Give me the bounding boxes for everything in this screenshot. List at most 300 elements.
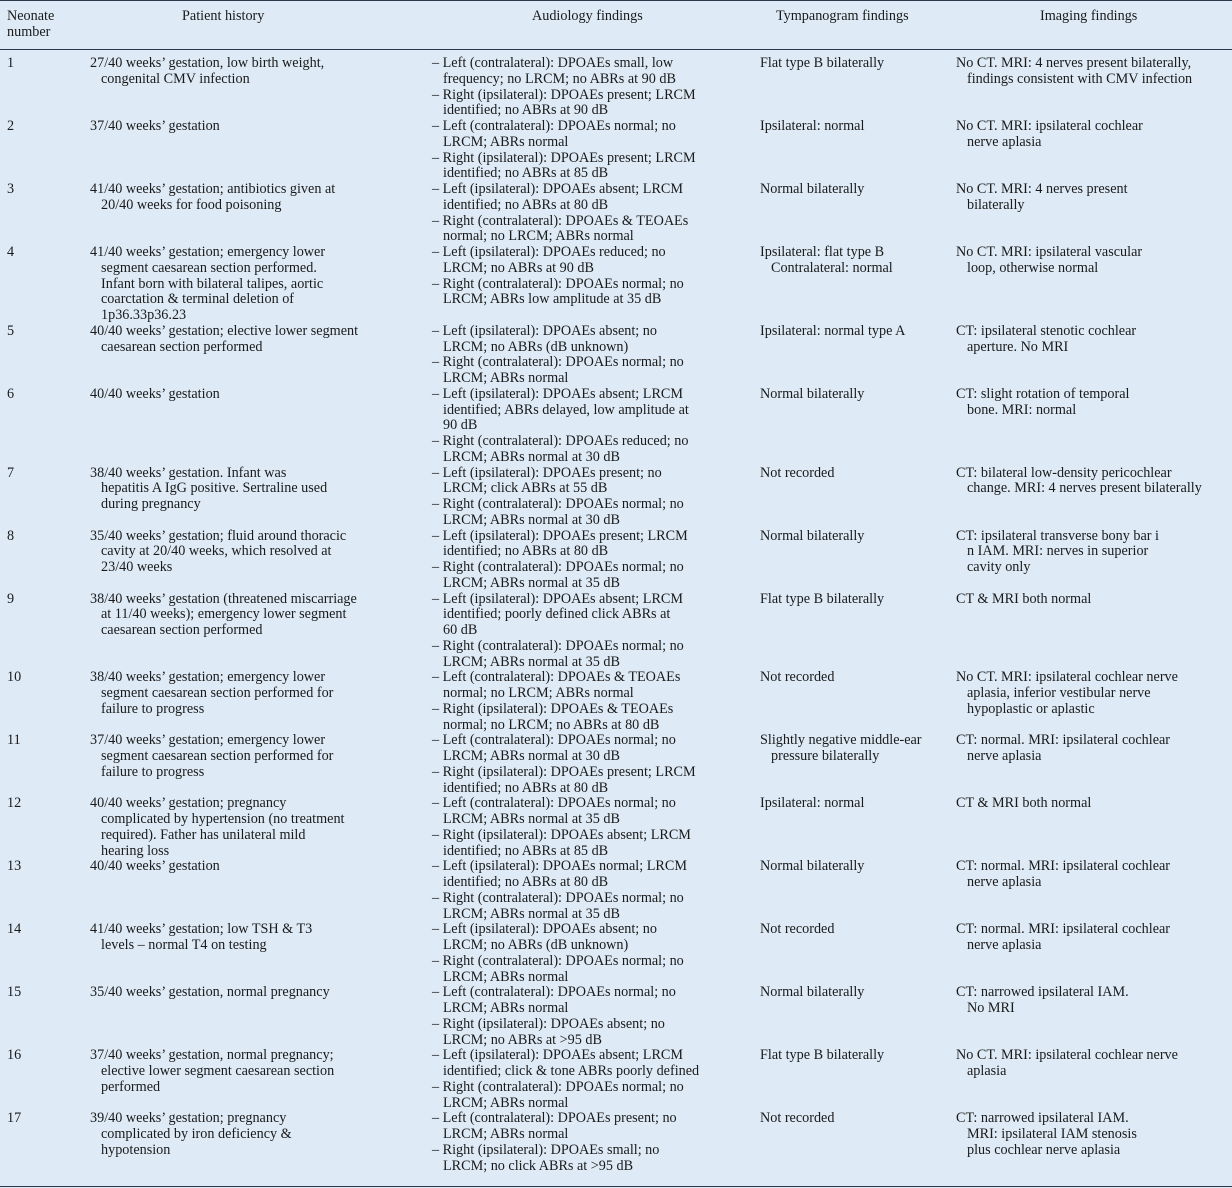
patient-history-cell [90,592,432,671]
neonate-number: 12 [7,795,22,812]
tympanogram-cell [760,592,956,671]
audiology-right-ear [432,277,760,309]
neonate-number-cell [0,733,90,796]
header-text: Patient history [182,8,265,24]
en-dash-bullet: – [432,763,443,780]
audiology-line: LRCM; no click ABRs at >95 dB [443,1157,634,1174]
audiology-line: identified; no ABRs at 80 dB [443,543,609,560]
neonate-number: 6 [7,385,15,402]
audiology-left-ear [432,859,760,891]
imaging-line: CT: bilateral low-density pericochlear [956,464,1172,481]
audiology-line: identified; no ABRs at 85 dB [443,165,609,182]
patient-history-cell [90,529,432,592]
en-dash-bullet: – [432,559,443,575]
audiology-right-ear [432,214,760,246]
audiology-cell [432,1111,760,1174]
tympanogram-line: Ipsilateral: normal [760,795,865,812]
history-line: 35/40 weeks’ gestation, normal pregnancy [90,984,330,1001]
en-dash-bullet: – [432,354,443,371]
header-audiology-findings [532,9,643,25]
tympanogram-cell [760,182,956,245]
audiology-line: LRCM; no ABRs (dB unknown) [443,937,629,953]
neonate-number: 7 [7,464,15,481]
tympanogram-line: Ipsilateral: normal type A [760,322,906,339]
audiology-line: Left (ipsilateral): DPOAEs absent; LRCM [442,590,683,607]
table-row [0,985,1232,1048]
tympanogram-line: Slightly negative middle-ear [760,732,922,749]
imaging-line: hypoplastic or aplastic [967,700,1095,717]
audiology-line: Left (ipsilateral): DPOAEs absent; no [442,921,657,938]
history-line: 27/40 weeks’ gestation, low birth weight, [90,55,325,71]
history-line: 37/40 weeks’ gestation; emergency lower [90,732,326,749]
tympanogram-line: Flat type B bilaterally [760,55,885,71]
table-row [0,387,1232,466]
neonate-number: 11 [7,732,21,749]
audiology-cell [432,796,760,859]
en-dash-bullet: – [432,984,443,1001]
history-line: 37/40 weeks’ gestation [90,118,220,134]
table-row [0,670,1232,733]
imaging-line: nerve aplasia [967,937,1042,953]
audiology-left-ear [432,529,760,561]
audiology-line: LRCM; no ABRs (dB unknown) [443,338,629,355]
history-line: 38/40 weeks’ gestation. Infant was [90,464,287,481]
audiology-line: LRCM; ABRs normal [443,1126,569,1142]
history-line: complicated by iron deficiency & [101,1126,292,1142]
imaging-line: CT & MRI both normal [956,795,1092,812]
audiology-left-ear [432,466,760,498]
tympanogram-line: Not recorded [760,464,835,481]
header-tympanogram-findings [776,9,909,25]
patient-history-cell [90,182,432,245]
patient-history-cell [90,859,432,922]
history-line: 20/40 weeks for food poisoning [101,196,282,213]
audiology-line: Left (contralateral): DPOAEs normal; no [442,795,676,812]
audiology-line: Left (ipsilateral): DPOAEs present; no [442,464,662,481]
neonate-number-cell [0,1048,90,1111]
neonate-number: 2 [7,118,15,134]
imaging-line: nerve aplasia [967,748,1042,764]
history-line: coarctation & terminal deletion of [101,291,295,308]
neonate-number-cell [0,922,90,985]
history-line: segment caesarean section performed for [101,685,334,701]
tympanogram-line: Ipsilateral: normal [760,118,865,134]
audiology-line: Right (ipsilateral): DPOAEs & TEOAEs [442,700,674,717]
en-dash-bullet: – [432,385,443,402]
history-line: 40/40 weeks’ gestation; pregnancy [90,795,287,812]
history-line: hearing loss [101,842,170,859]
audiology-right-ear [432,151,760,183]
audiology-line: Left (contralateral): DPOAEs normal; no [442,984,676,1001]
en-dash-bullet: – [432,1110,443,1127]
audiology-line: Left (contralateral): DPOAEs present; no [442,1110,677,1127]
imaging-line: CT: narrowed ipsilateral IAM. [956,1110,1129,1127]
audiology-cell [432,387,760,466]
table-row [0,922,1232,985]
table-row [0,245,1232,324]
imaging-line: No CT. MRI: 4 nerves present [956,181,1128,197]
history-line: required). Father has unilateral mild [101,826,306,843]
audiology-cell [432,119,760,182]
en-dash-bullet: – [432,637,443,654]
neonate-number: 1 [7,55,15,71]
audiology-line: Left (ipsilateral): DPOAEs normal; LRCM [442,858,687,875]
audiology-right-ear [432,639,760,671]
imaging-cell [956,1048,1232,1111]
imaging-line: CT: narrowed ipsilateral IAM. [956,984,1129,1001]
tympanogram-line: Contralateral: normal [771,259,893,276]
neonate-number-cell [0,796,90,859]
audiology-cell [432,56,760,119]
imaging-line: CT: ipsilateral transverse bony bar i [956,527,1159,544]
audiology-line: Left (contralateral): DPOAEs normal; no [442,118,676,134]
en-dash-bullet: – [432,464,443,481]
imaging-cell [956,529,1232,592]
en-dash-bullet: – [432,244,443,260]
audiology-line: Left (ipsilateral): DPOAEs absent; no [442,322,657,339]
imaging-line: CT: slight rotation of temporal [956,385,1130,402]
imaging-line: CT: ipsilateral stenotic cochlear [956,322,1137,339]
imaging-line: No CT. MRI: ipsilateral cochlear [956,118,1143,134]
imaging-cell [956,796,1232,859]
en-dash-bullet: – [432,322,443,339]
history-line: failure to progress [101,763,205,780]
patient-history-cell [90,985,432,1048]
en-dash-bullet: – [432,1141,443,1158]
patient-history-cell [90,1048,432,1111]
neonate-number-cell [0,529,90,592]
table-row [0,529,1232,592]
audiology-left-ear [432,119,760,151]
audiology-line: LRCM; ABRs normal [443,1000,569,1016]
audiology-line: LRCM; ABRs normal at 35 dB [443,653,620,670]
history-line: hepatitis A IgG positive. Sertraline used [101,480,328,497]
imaging-line: No MRI [967,1000,1015,1016]
audiology-line: Left (contralateral): DPOAEs normal; no [442,732,676,749]
audiology-line: LRCM; ABRs normal [443,370,569,386]
audiology-cell [432,859,760,922]
en-dash-bullet: – [432,921,443,938]
imaging-cell [956,859,1232,922]
imaging-line: MRI: ipsilateral IAM stenosis [967,1126,1137,1142]
tympanogram-line: Not recorded [760,1110,835,1127]
imaging-cell [956,245,1232,324]
audiology-line: Right (contralateral): DPOAEs normal; no [442,637,684,654]
history-line: complicated by hypertension (no treatment [101,811,345,827]
neonate-number: 16 [7,1047,22,1064]
neonate-number: 10 [7,669,22,686]
audiology-right-ear [432,828,760,860]
audiology-cell [432,733,760,796]
en-dash-bullet: – [432,1015,443,1032]
audiology-left-ear [432,1111,760,1143]
tympanogram-line: Normal bilaterally [760,984,865,1001]
neonate-number-cell [0,985,90,1048]
en-dash-bullet: – [432,86,443,103]
audiology-line: LRCM; ABRs normal at 35 dB [443,574,620,591]
audiology-line: LRCM; no ABRs at 90 dB [443,259,594,276]
en-dash-bullet: – [432,590,443,607]
audiology-left-ear [432,733,760,765]
imaging-cell [956,922,1232,985]
audiology-cell [432,529,760,592]
neonate-number-cell [0,670,90,733]
audiology-right-ear [432,355,760,387]
tympanogram-line: Normal bilaterally [760,527,865,544]
en-dash-bullet: – [432,433,443,449]
audiology-line: Right (contralateral): DPOAEs normal; no [442,559,684,575]
audiology-line: Right (ipsilateral): DPOAEs absent; LRCM [442,826,691,843]
history-line: 39/40 weeks’ gestation; pregnancy [90,1110,287,1127]
imaging-cell [956,592,1232,671]
imaging-line: CT & MRI both normal [956,590,1092,607]
tympanogram-cell [760,466,956,529]
audiology-right-ear [432,560,760,592]
patient-history-cell [90,466,432,529]
audiology-line: 60 dB [443,622,478,638]
table-row [0,324,1232,387]
audiology-cell [432,324,760,387]
history-line: 37/40 weeks’ gestation, normal pregnancy; [90,1047,334,1064]
imaging-line: loop, otherwise normal [967,259,1099,276]
table-row [0,466,1232,529]
neonate-number-cell [0,387,90,466]
audiology-left-ear [432,387,760,434]
audiology-right-ear [432,891,760,923]
audiology-left-ear [432,985,760,1017]
audiology-line: 90 dB [443,417,478,434]
en-dash-bullet: – [432,795,443,812]
audiology-line: Right (ipsilateral): DPOAEs present; LRCM [442,149,696,166]
tympanogram-cell [760,56,956,119]
audiology-right-ear [432,1017,760,1049]
tympanogram-cell [760,733,956,796]
table-body [0,50,1232,1186]
imaging-line: findings consistent with CMV infection [967,70,1193,87]
audiology-left-ear [432,324,760,356]
patient-history-cell [90,670,432,733]
table-row [0,859,1232,922]
imaging-cell [956,119,1232,182]
audiology-line: LRCM; ABRs normal [443,133,569,150]
table-row [0,733,1232,796]
history-line: 40/40 weeks’ gestation; elective lower segment [90,322,359,339]
history-line: 35/40 weeks’ gestation; fluid around thoracic [90,527,347,544]
audiology-line: Right (contralateral): DPOAEs reduced; no [442,433,689,449]
header-imaging-findings [1040,9,1137,25]
header-text: Tympanogram findings [776,8,909,24]
tympanogram-line: pressure bilaterally [771,748,880,764]
audiology-left-ear [432,245,760,277]
neonate-number-cell [0,1111,90,1174]
audiology-line: normal; no LRCM; ABRs normal [443,228,634,245]
imaging-line: nerve aplasia [967,874,1042,890]
en-dash-bullet: – [432,275,443,292]
imaging-cell [956,324,1232,387]
en-dash-bullet: – [432,889,443,906]
en-dash-bullet: – [432,149,443,166]
table-row [0,1111,1232,1174]
patient-history-cell [90,56,432,119]
history-line: 41/40 weeks’ gestation; emergency lower [90,244,326,260]
audiology-line: LRCM; ABRs normal at 30 dB [443,511,620,528]
history-line: 1p36.33p36.23 [101,307,187,323]
audiology-left-ear [432,796,760,828]
neonate-number: 4 [7,244,15,260]
audiology-right-ear [432,88,760,120]
history-line: levels – normal T4 on testing [101,937,267,953]
header-text: Neonate [7,8,55,24]
audiology-line: LRCM; ABRs normal at 35 dB [443,811,620,827]
audiology-right-ear [432,702,760,734]
audiology-line: identified; poorly defined click ABRs at [443,606,671,623]
imaging-cell [956,466,1232,529]
history-line: Infant born with bilateral talipes, aortic [101,275,324,292]
audiology-left-ear [432,922,760,954]
patient-history-cell [90,1111,432,1174]
imaging-cell [956,1111,1232,1174]
audiology-cell [432,245,760,324]
en-dash-bullet: – [432,55,443,71]
imaging-line: change. MRI: 4 nerves present bilaterally [967,480,1202,497]
audiology-line: identified; no ABRs at 90 dB [443,102,609,119]
imaging-line: No CT. MRI: ipsilateral cochlear nerve [956,669,1178,686]
header-text: Audiology findings [532,8,643,24]
history-line: 41/40 weeks’ gestation; antibiotics given at [90,181,336,197]
history-line: segment caesarean section performed for [101,748,334,764]
audiology-line: Right (contralateral): DPOAEs normal; no [442,952,684,969]
audiology-right-ear [432,765,760,797]
audiology-right-ear [432,434,760,466]
tympanogram-cell [760,245,956,324]
audiology-line: identified; no ABRs at 85 dB [443,842,609,859]
audiology-cell [432,592,760,671]
history-line: hypotension [101,1141,171,1158]
imaging-line: cavity only [967,559,1031,575]
en-dash-bullet: – [432,1078,443,1095]
audiology-cell [432,670,760,733]
neonate-number: 13 [7,858,22,875]
audiology-line: Right (contralateral): DPOAEs normal; no [442,275,684,292]
imaging-cell [956,56,1232,119]
audiology-line: LRCM; ABRs normal [443,968,569,985]
en-dash-bullet: – [432,858,443,875]
history-line: 23/40 weeks [101,559,173,575]
imaging-cell [956,182,1232,245]
tympanogram-cell [760,119,956,182]
imaging-line: bilaterally [967,196,1025,213]
imaging-line: plus cochlear nerve aplasia [967,1141,1121,1158]
neonate-number-cell [0,466,90,529]
patient-history-cell [90,733,432,796]
audiology-line: LRCM; click ABRs at 55 dB [443,480,608,497]
neonate-number: 9 [7,590,15,607]
tympanogram-cell [760,529,956,592]
history-line: 40/40 weeks’ gestation [90,858,220,875]
tympanogram-line: Not recorded [760,669,835,686]
audiology-line: LRCM; ABRs normal at 35 dB [443,905,620,922]
audiology-cell [432,466,760,529]
en-dash-bullet: – [432,118,443,134]
neonate-number: 8 [7,527,15,544]
neonate-number-cell [0,56,90,119]
tympanogram-line: Flat type B bilaterally [760,1047,885,1064]
audiology-right-ear [432,954,760,986]
audiology-line: Left (contralateral): DPOAEs & TEOAEs [442,669,681,686]
audiology-line: identified; no ABRs at 80 dB [443,874,609,890]
audiology-line: Right (ipsilateral): DPOAEs present; LRCM [442,763,696,780]
audiology-line: identified; no ABRs at 80 dB [443,196,609,213]
neonate-number: 3 [7,181,15,197]
audiology-line: LRCM; ABRs low amplitude at 35 dB [443,291,662,308]
tympanogram-cell [760,1111,956,1174]
neonate-number: 5 [7,322,15,339]
audiology-line: identified; no ABRs at 80 dB [443,779,609,796]
table-row [0,119,1232,182]
audiology-right-ear [432,1080,760,1112]
history-line: 38/40 weeks’ gestation; emergency lower [90,669,326,686]
patient-history-cell [90,245,432,324]
en-dash-bullet: – [432,669,443,686]
history-line: failure to progress [101,700,205,717]
tympanogram-cell [760,387,956,466]
neonate-number-cell [0,324,90,387]
history-line: 38/40 weeks’ gestation (threatened miscarriage [90,590,357,607]
neonate-number-cell [0,182,90,245]
audiology-left-ear [432,592,760,639]
imaging-cell [956,670,1232,733]
neonate-number: 14 [7,921,22,938]
history-line: caesarean section performed [101,622,263,638]
en-dash-bullet: – [432,700,443,717]
audiology-line: Right (ipsilateral): DPOAEs absent; no [442,1015,665,1032]
audiology-left-ear [432,1048,760,1080]
audiology-cell [432,1048,760,1111]
audiology-line: normal; no LRCM; no ABRs at 80 dB [443,716,660,733]
patient-history-cell [90,922,432,985]
audiology-line: Left (ipsilateral): DPOAEs reduced; no [442,244,666,260]
imaging-line: No CT. MRI: ipsilateral cochlear nerve [956,1047,1178,1064]
header-patient-history [182,9,264,25]
audiology-line: LRCM; ABRs normal at 30 dB [443,748,620,764]
audiology-left-ear [432,56,760,88]
audiology-line: identified; ABRs delayed, low amplitude at [443,401,689,418]
imaging-line: No CT. MRI: 4 nerves present bilaterally, [956,55,1192,71]
audiology-line: normal; no LRCM; ABRs normal [443,685,634,701]
imaging-line: CT: normal. MRI: ipsilateral cochlear [956,858,1171,875]
history-line: cavity at 20/40 weeks, which resolved at [101,543,332,560]
tympanogram-line: Normal bilaterally [760,385,865,402]
history-line: caesarean section performed [101,338,263,355]
tympanogram-cell [760,985,956,1048]
table-row [0,56,1232,119]
audiology-line: LRCM; no ABRs at >95 dB [443,1031,602,1048]
imaging-line: n IAM. MRI: nerves in superior [967,543,1149,560]
table-header [0,1,1232,50]
audiology-line: Left (ipsilateral): DPOAEs present; LRCM [442,527,688,544]
imaging-cell [956,387,1232,466]
tympanogram-cell [760,670,956,733]
imaging-line: bone. MRI: normal [967,401,1077,418]
audiology-left-ear [432,670,760,702]
history-line: at 11/40 weeks); emergency lower segment [101,606,347,623]
audiology-line: Right (contralateral): DPOAEs normal; no [442,354,684,371]
audiology-line: Right (contralateral): DPOAEs normal; no [442,496,684,512]
audiology-line: Right (ipsilateral): DPOAEs present; LRCM [442,86,696,103]
history-line: during pregnancy [101,496,201,512]
audiology-line: Right (contralateral): DPOAEs & TEOAEs [442,212,689,229]
audiology-line: Left (ipsilateral): DPOAEs absent; LRCM [442,385,683,402]
